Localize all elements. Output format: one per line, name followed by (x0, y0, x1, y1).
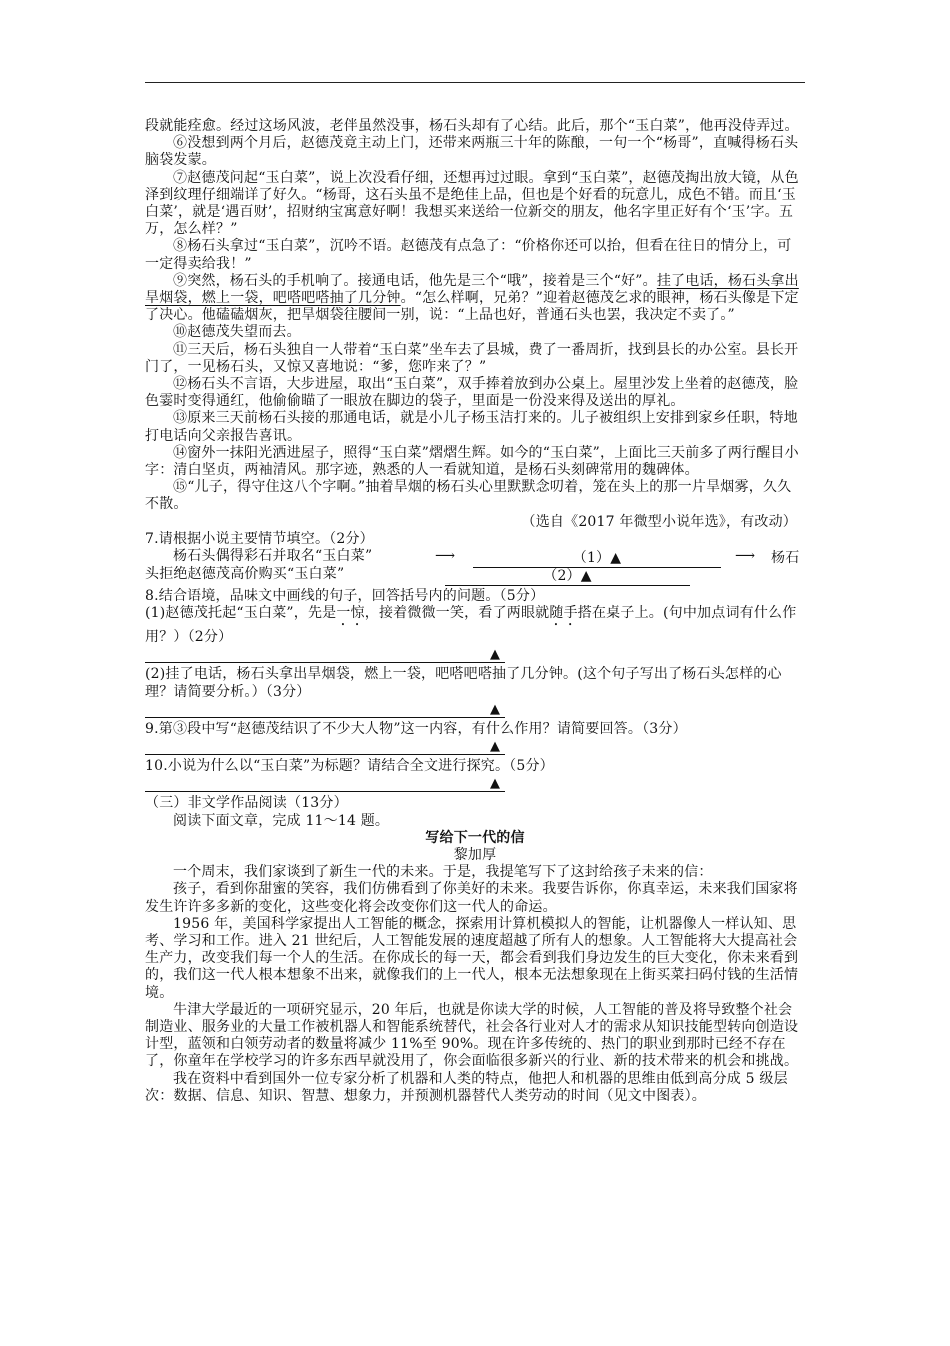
section-heading: （三）非文学作品阅读（13分） (145, 795, 348, 812)
article-paragraph-4: 牛津大学最近的一项研究显示，20 年后，也就是你读大学的时候，人工智能的普及将导致整个社会制造业、服务业的大量工作被机器人和智能系统替代，社会各行业对人才的需求从知识技能型转向创造设计型，蓝领和白领劳动者的数量将减少 11%至 90%。现在许多传统的、热门的职业到那时已经不存在了，你童年在学校学习的许多东西早就没用了，你会面临很多新兴的行业、新的技术带来的机会和挑战。 (145, 1001, 799, 1070)
story-paragraph-8: ⑧杨石头拿过“玉白菜”，沉吟不语。赵德茂有点急了：“价格你还可以抬，但看在往日的情分上，可一定得卖给我！” (145, 238, 792, 272)
story-source: （选自《2017 年微型小说年选》，有改动） (521, 513, 797, 530)
arrow-right-icon: ⟶ (735, 548, 756, 565)
question-7: 7.请根据小说主要情节填空。（2分） (145, 530, 374, 547)
story-paragraph-10: ⑩赵德茂失望而去。 (173, 324, 301, 341)
story-paragraph-14: ⑭窗外一抹阳光洒进屋子，照得“玉白菜”熠熠生辉。如今的“玉白菜”，上面比三天前多了两行醒目小字：清白坚贞，两袖清风。那字迹，熟悉的人一看就知道，是杨石头刻碑常用的魏碑体。 (145, 444, 799, 479)
answer-marker: ▲ (490, 739, 501, 755)
underlined-sentence: 挂了电话，杨石头拿出旱烟袋，燃上一袋，吧嗒吧嗒抽了几分钟 (145, 272, 799, 307)
dotted-word-1: 一惊 (336, 605, 365, 622)
answer-marker: ▲ (490, 647, 501, 663)
question-10: 10.小说为什么以“玉白菜”为标题？请结合全文进行探究。（5分） (145, 758, 554, 775)
story-paragraph-9: ⑨突然，杨石头的手机响了。接通电话，他先是三个“哦”，接着是三个“好”。挂了电话，杨石头拿出旱烟袋，燃上一袋，吧嗒吧嗒抽了几分钟。“怎么样啊，兄弟？”迎着赵德茂乞求的眼神，杨石头像是下定了决心。他磕磕烟灰，把旱烟袋往腰间一别，说：“上品也好，普通石头也罢，我决定不卖了。” (145, 272, 799, 324)
answer-blank-2[interactable]: （2）▲ (445, 568, 690, 586)
plot-start: 杨石头偶得彩石并取名“玉白菜” (173, 548, 373, 565)
story-paragraph-12: ⑫杨石头不言语，大步进屋，取出“玉白菜”，双手捧着放到办公桌上。屋里沙发上坐着的赵德茂，脸色霎时变得通红，他偷偷瞄了一眼放在脚边的袋子，里面是一份没来得及送出的厚礼。 (145, 376, 799, 410)
article-paragraph-3: 1956 年，美国科学家提出人工智能的概念，探索用计算机模拟人的智能，让机器像人一样认知、思考、学习和工作。进入 21 世纪后，人工智能发展的速度超越了所有人的想象。人工智能将大大提高社会生产力，改变我们每一个人的生活。在你成长的每一天，都会看到我们身边发生的巨大变化，你未来看到的，我们这一代人根本想象不出来，就像我们的上一代人，根本无法想象现在上街买菜扫码付钱的生活情境。 (145, 915, 799, 1001)
question-8: 8.结合语境，品味文中画线的句子，回答括号内的问题。（5分） (145, 588, 545, 605)
answer-line-10[interactable] (145, 775, 805, 795)
exam-page (145, 118, 805, 1105)
answer-marker: ▲ (490, 701, 501, 717)
article-author: 黎加厚 (453, 846, 497, 863)
plot-end: 头拒绝赵德茂高价购买“玉白菜” (145, 566, 345, 583)
story-paragraph-11: ⑪三天后，杨石头独自一人带着“玉白菜”坐车去了县城，费了一番周折，找到县长的办公室。县长开门了，一见杨石头，又惊又喜地说：“爹，您咋来了？” (145, 341, 799, 375)
question-8-2: (2)挂了电话，杨石头拿出旱烟袋，燃上一袋，吧嗒吧嗒抽了几分钟。(这个句子写出了杨石头怎样的心理？请简要分析。）（3分） (145, 666, 782, 700)
answer-blank-1[interactable]: （1）▲ (473, 550, 721, 568)
article-title: 写给下一代的信 (425, 829, 525, 846)
story-paragraph-15: ⑮“儿子，得守住这八个字啊。”抽着旱烟的杨石头心里默默念叨着，笼在头上的那一片旱烟雾，久久不散。 (145, 479, 792, 513)
answer-line-8-2[interactable] (145, 701, 805, 721)
question-8-1: (1)赵德茂托起“玉白菜”，先是一惊，接着微微一笑，看了两眼就随手搭在桌子上。(句中加点词有什么作用？）（2分） (145, 605, 797, 646)
header-rule (145, 82, 805, 83)
dotted-word-2: 随手 (549, 605, 578, 622)
story-paragraph-cont: 段就能痊愈。经过这场风波，老伴虽然没事，杨石头却有了心结。此后，那个“玉白菜”，他再没侍弄过。 (145, 118, 799, 134)
article-paragraph-1: 一个周末，我们家谈到了新生一代的未来。于是，我提笔写下了这封给孩子未来的信： (173, 864, 713, 881)
plot-flow (145, 548, 805, 588)
plot-tail: 杨石 (771, 550, 800, 567)
question-9: 9.第③段中写“赵德茂结识了不少大人物”这一内容，有什么作用？请简要回答。（3分） (145, 720, 687, 737)
section-instruction: 阅读下面文章，完成 11～14 题。 (173, 812, 390, 829)
answer-marker: ▲ (490, 776, 501, 792)
article-paragraph-2: 孩子，看到你甜蜜的笑容，我们仿佛看到了你美好的未来。我要告诉你，你真幸运，未来我们国家将发生许许多多新的变化，这些变化将会改变你们这一代人的命运。 (145, 881, 798, 915)
story-paragraph-13: ⑬原来三天前杨石头接的那通电话，就是小儿子杨玉洁打来的。儿子被组织上安排到家乡任职，特地打电话向父亲报告喜讯。 (145, 410, 798, 444)
arrow-right-icon: ⟶ (435, 548, 456, 565)
article-paragraph-5: 我在资料中看到国外一位专家分析了机器和人类的特点，他把人和机器的思维由低到高分成 5 级层次：数据、信息、知识、智慧、想象力，并预测机器替代人类劳动的时间（见文中图表）。 (145, 1070, 788, 1104)
story-paragraph-7: ⑦赵德茂问起“玉白菜”，说上次没看仔细，还想再过过眼。拿到“玉白菜”，赵德茂掏出放大镜，从色泽到纹理仔细端详了好久。“杨哥，这石头虽不是绝佳上品，但也是个好看的玩意儿，成色不错。而且‘玉白菜’，就是‘遇百财’，招财纳宝寓意好啊！我想买来送给一位新交的朋友，他名字里正好有个‘玉’字。五万，怎么样？” (145, 169, 799, 238)
answer-line-8-1[interactable] (145, 646, 805, 666)
story-paragraph-6: ⑥没想到两个月后，赵德茂竟主动上门，还带来两瓶三十年的陈酿，一句一个“杨哥”，直喊得杨石头脑袋发蒙。 (145, 135, 799, 169)
answer-line-9[interactable] (145, 738, 805, 758)
